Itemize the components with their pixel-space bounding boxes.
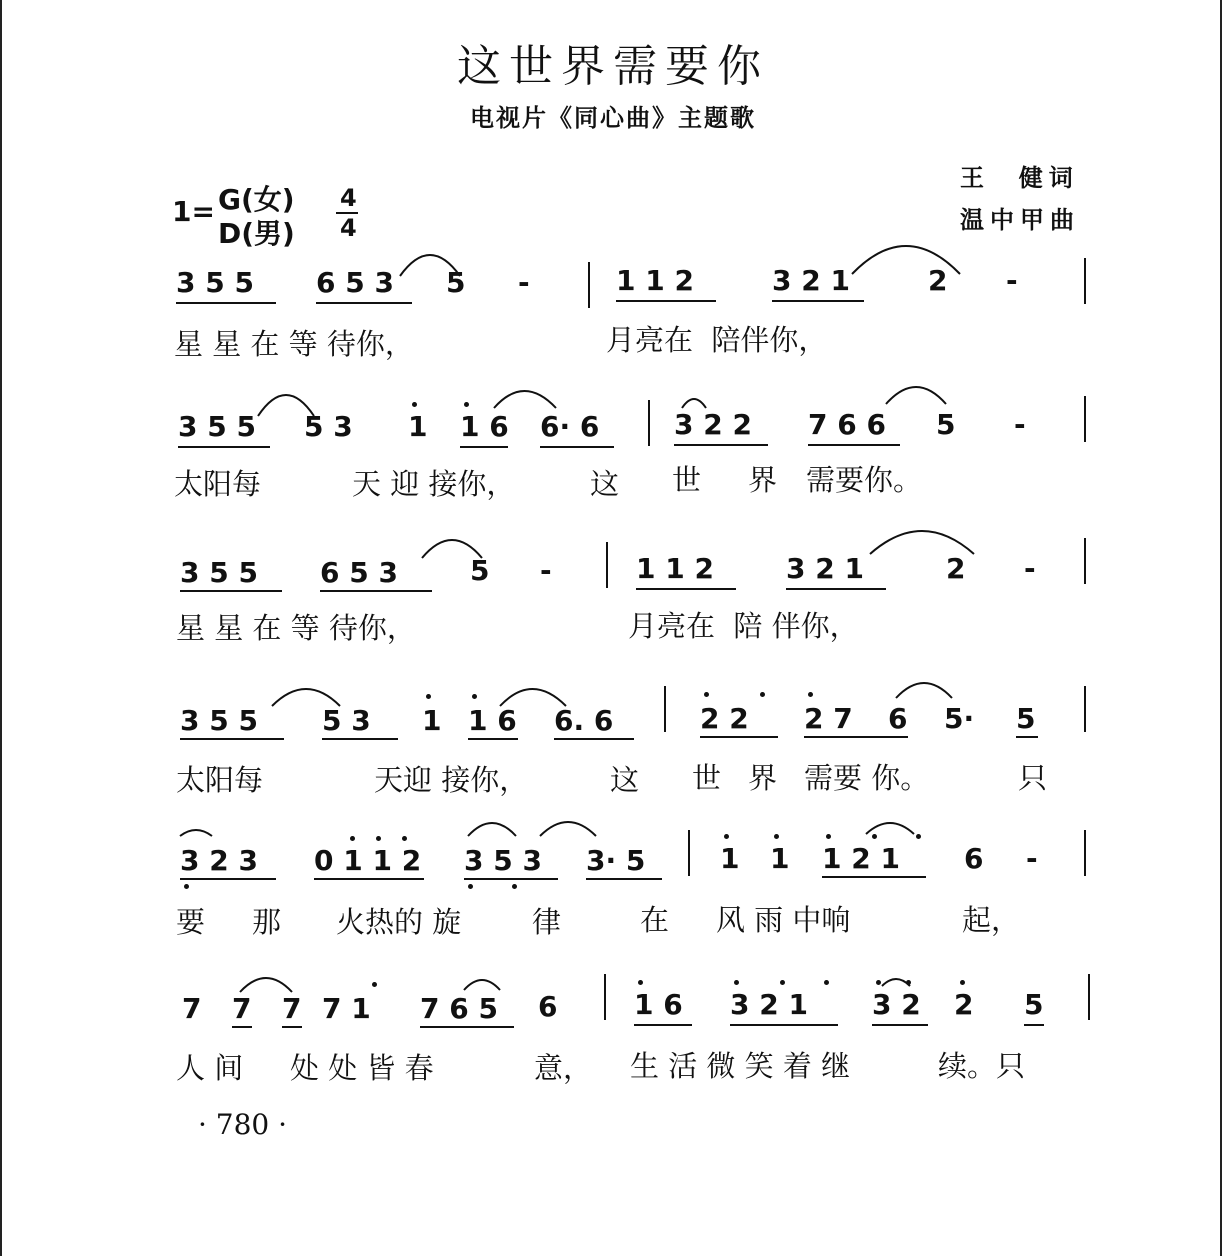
score-line-6 [0, 986, 1226, 1126]
lyric-text: 星 星 在 等 待你， [174, 327, 414, 361]
score-line-2 [0, 404, 1226, 544]
note-group: 5 [1016, 702, 1036, 735]
sustain-dash: - [1026, 842, 1038, 875]
note-group: 2 7 [804, 702, 853, 735]
note-group: 3 2 1 [786, 552, 864, 585]
note-group: 1 1 2 [616, 264, 694, 297]
lyric-text: 界 [748, 463, 778, 497]
note-group: 1 [770, 842, 790, 875]
note-group: 5 [936, 408, 956, 441]
lyric-text: 世 [672, 463, 702, 497]
lyrics-row [0, 758, 1226, 808]
high-octave-dot [638, 980, 643, 985]
high-octave-dot [960, 980, 965, 985]
lyrics-row [0, 610, 1226, 660]
note-group: 3 5 3 [464, 844, 542, 877]
high-octave-dot [774, 834, 779, 839]
note-group: 7 [282, 992, 302, 1025]
lyric-text: 生 活 微 笑 着 继 [630, 1049, 851, 1083]
high-octave-dot [916, 834, 921, 839]
note-group: 1 [720, 842, 740, 875]
note-group: 1 1 2 [636, 552, 714, 585]
lyrics-row [0, 900, 1226, 950]
lyric-text: 那 [252, 905, 282, 939]
time-signature-top: 4 [340, 184, 357, 212]
note-group: 5 3 [304, 410, 353, 443]
key-female: G(女) [218, 183, 295, 216]
note-group: 1 6 [468, 704, 517, 737]
note-group: 7 6 5 [420, 992, 498, 1025]
song-subtitle: 电视片《同心曲》主题歌 [470, 104, 756, 132]
lyrics-row [0, 322, 1226, 372]
lyric-text: 这 [590, 467, 620, 501]
high-octave-dot [704, 692, 709, 697]
slur-marks [0, 698, 1226, 758]
note-group: 6· 6 [540, 410, 600, 443]
note-group: 6 5 3 [320, 556, 398, 589]
lyric-text: 要 [176, 905, 206, 939]
note-group: 3 5 5 [180, 556, 258, 589]
high-octave-dot [876, 980, 881, 985]
slur-marks [0, 986, 1226, 1046]
lyrics-row [0, 1046, 1226, 1096]
note-group: 1 6 [634, 988, 683, 1021]
sustain-dash: - [1014, 408, 1026, 441]
note-group: 6 [964, 842, 984, 875]
slur-marks [0, 262, 1226, 322]
note-group: 6 5 3 [316, 266, 394, 299]
high-octave-dot [760, 692, 765, 697]
lyric-text: 续。只 [938, 1049, 1026, 1083]
slur-marks [0, 840, 1226, 900]
score-line-5 [0, 840, 1226, 980]
note-group: 7 1 [322, 992, 371, 1025]
high-octave-dot [724, 834, 729, 839]
sustain-dash: - [540, 554, 552, 587]
lyric-text: 这 [610, 763, 640, 797]
sustain-dash: - [1024, 552, 1036, 585]
note-group: 3 2 2 [674, 408, 752, 441]
high-octave-dot [824, 980, 829, 985]
note-group: 5 [446, 266, 466, 299]
lyric-text: 律 [532, 905, 562, 939]
note-group: 3 2 1 [730, 988, 808, 1021]
lyric-text: 月亮在 陪伴你， [606, 323, 828, 357]
note-group: 1 [408, 410, 428, 443]
high-octave-dot [780, 980, 785, 985]
lyric-text: 月亮在 陪 伴你， [628, 609, 859, 643]
lyric-text: 星 星 在 等 待你， [176, 611, 416, 645]
lyric-text: 界 [748, 761, 778, 795]
note-group: 1 6 [460, 410, 509, 443]
composer-credit: 温中甲曲 [960, 206, 1080, 234]
lyric-text: 需要 你。 [804, 761, 930, 795]
note-group: 3 5 5 [180, 704, 258, 737]
lyric-text: 需要你。 [806, 463, 923, 497]
note-group: 6 [888, 702, 908, 735]
lyric-text: 火热的 旋 [336, 905, 462, 939]
note-group: 5 [1024, 988, 1044, 1021]
note-group: 0 1 1 2 [314, 844, 422, 877]
lyric-text: 太阳每 [174, 467, 262, 501]
slur-marks [0, 550, 1226, 610]
lyric-text: 只 [1018, 761, 1048, 795]
note-group: 1 2 1 [822, 842, 900, 875]
note-group: 2 [928, 264, 948, 297]
note-group: 3 2 3 [180, 844, 258, 877]
high-octave-dot [872, 834, 877, 839]
lyric-text: 起， [962, 903, 1021, 937]
note-group: 5 3 [322, 704, 371, 737]
note-group: 3 2 1 [772, 264, 850, 297]
lyric-text: 风 雨 中响 [716, 903, 851, 937]
note-group: 1 [422, 704, 442, 737]
lyric-text: 人 间 [176, 1051, 244, 1085]
sustain-dash: - [518, 266, 530, 299]
time-signature-bottom: 4 [340, 214, 357, 242]
note-group: 7 6 6 [808, 408, 886, 441]
note-group: 6 [538, 990, 558, 1023]
lyrics-row [0, 464, 1226, 514]
high-octave-dot [734, 980, 739, 985]
sustain-dash: - [1006, 264, 1018, 297]
lyric-text: 太阳每 [176, 763, 264, 797]
note-group: 2 2 [700, 702, 749, 735]
note-group: 6. 6 [554, 704, 614, 737]
high-octave-dot [826, 834, 831, 839]
key-male: D(男) [218, 217, 295, 250]
note-group: 7 [232, 992, 252, 1025]
lyric-text: 在 [640, 903, 670, 937]
note-group: 3 5 5 [176, 266, 254, 299]
high-octave-dot [808, 692, 813, 697]
note-group: 3· 5 [586, 844, 646, 877]
lyric-text: 世 [692, 761, 722, 795]
score-line-4 [0, 698, 1226, 838]
note-group: 2 [946, 552, 966, 585]
lyricist-credit: 王 健词 [960, 164, 1079, 192]
note-group: 3 5 5 [178, 410, 256, 443]
lyric-text: 天迎 接你， [374, 763, 529, 797]
note-group: 5 [470, 554, 490, 587]
lyric-text: 意， [534, 1051, 593, 1085]
note-group: 5· [944, 702, 975, 735]
score-line-3 [0, 550, 1226, 690]
page-number: · 780 · [198, 1108, 288, 1141]
slur-marks [0, 404, 1226, 464]
lyric-text: 天 迎 接你， [352, 467, 516, 501]
note-group: 2 [954, 988, 974, 1021]
score-line-1 [0, 262, 1226, 402]
lyric-text: 处 处 皆 春 [290, 1051, 434, 1085]
song-title: 这世界需要你 [457, 41, 769, 92]
key-prefix: 1= [172, 195, 215, 228]
note-group: 7 [182, 992, 202, 1025]
note-group: 3 2 [872, 988, 921, 1021]
